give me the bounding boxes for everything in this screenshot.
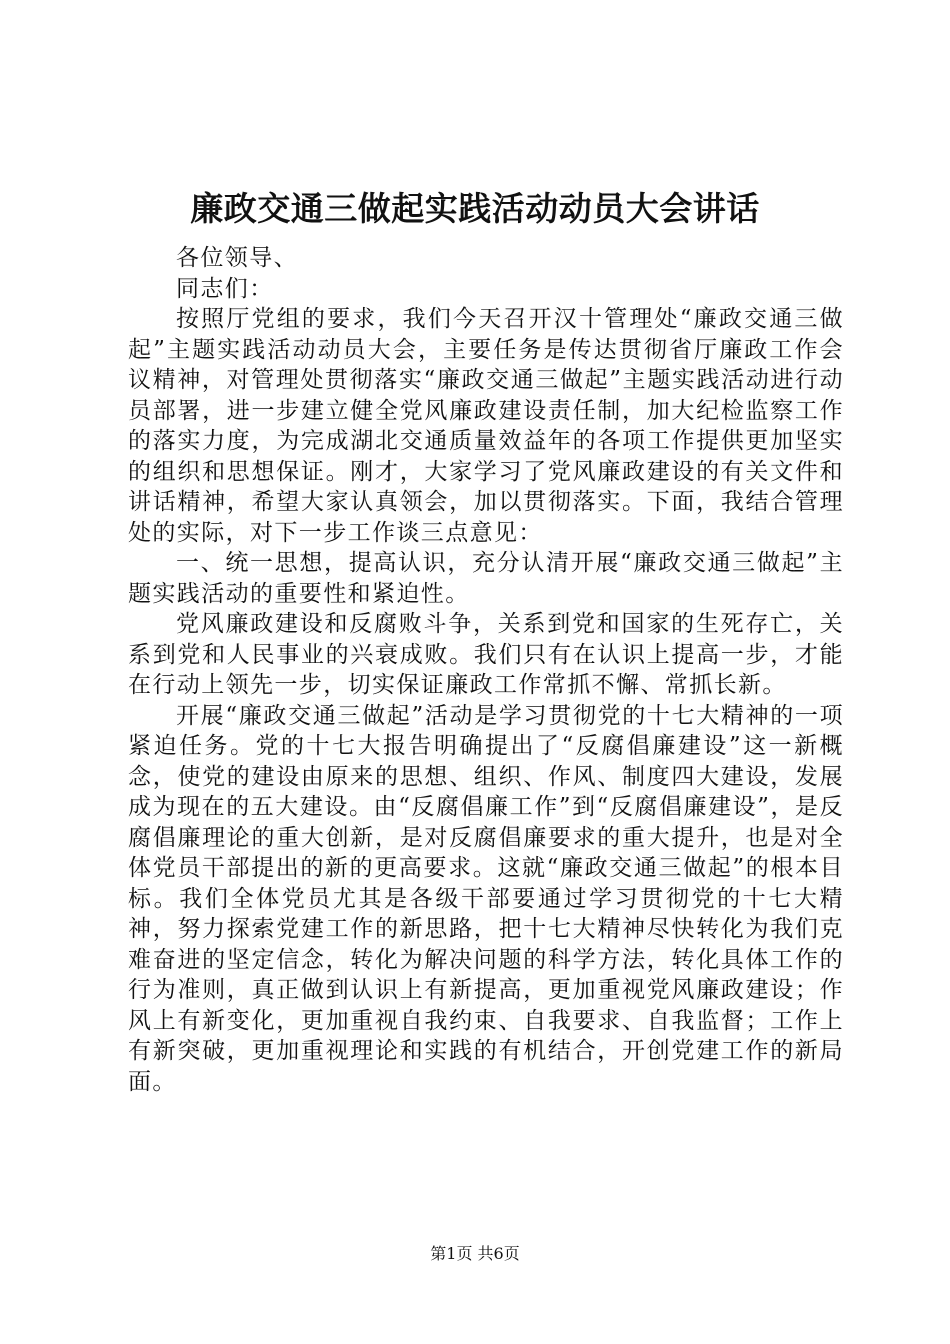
section-heading: 一、统一思想，提高认识，充分认清开展“廉政交通三做起”主题实践活动的重要性和紧迫性。 [128, 550, 844, 607]
paragraph: 开展“廉政交通三做起”活动是学习贯彻党的十七大精神的一项紧迫任务。党的十七大报告明确提出了“反腐倡廉建设”这一新概念，使党的建设由原来的思想、组织、作风、制度四大建设，发展成为现在的五大建设。由“反腐倡廉工作”到“反腐倡廉建设”，是反腐倡廉理论的重大创新，是对反腐倡廉要求的重大提升，也是对全体党员干部提出的新的更高要求。这就“廉政交通三做起”的根本目标。我们全体党员尤其是各级干部要通过学习贯彻党的十七大精神，努力探索党建工作的新思路，把十七大精神尽快转化为我们克难奋进的坚定信念，转化为解决问题的科学方法，转化具体工作的行为准则，真正做到认识上有新提高，更加重视党风廉政建设；作风上有新变化，更加重视自我约束、自我要求、自我监督；工作上有新突破，更加重视理论和实践的有机结合，开创党建工作的新局面。 [128, 702, 844, 1095]
salutation-line-1: 各位领导、 [176, 245, 298, 271]
paragraph: 党风廉政建设和反腐败斗争，关系到党和国家的生死存亡，关系到党和人民事业的兴衰成败。我们只有在认识上提高一步，才能在行动上领先一步，切实保证廉政工作常抓不懈、常抓长新。 [128, 611, 844, 698]
page-number-footer: 第1页 共6页 [430, 1244, 520, 1263]
paragraph: 按照厅党组的要求，我们今天召开汉十管理处“廉政交通三做起”主题实践活动动员大会，主要任务是传达贯彻省厅廉政工作会议精神，对管理处贯彻落实“廉政交通三做起”主题实践活动进行动员部署，进一步建立健全党风廉政建设责任制，加大纪检监察工作的落实力度，为完成湖北交通质量效益年的各项工作提供更加坚实的组织和思想保证。刚才，大家学习了党风廉政建设的有关文件和讲话精神，希望大家认真领会，加以贯彻落实。下面，我结合管理处的实际，对下一步工作谈三点意见： [128, 306, 844, 546]
salutation-line-2: 同志们： [176, 275, 274, 302]
document-body [128, 243, 844, 1097]
document-title: 廉政交通三做起实践活动动员大会讲话 [190, 189, 760, 228]
